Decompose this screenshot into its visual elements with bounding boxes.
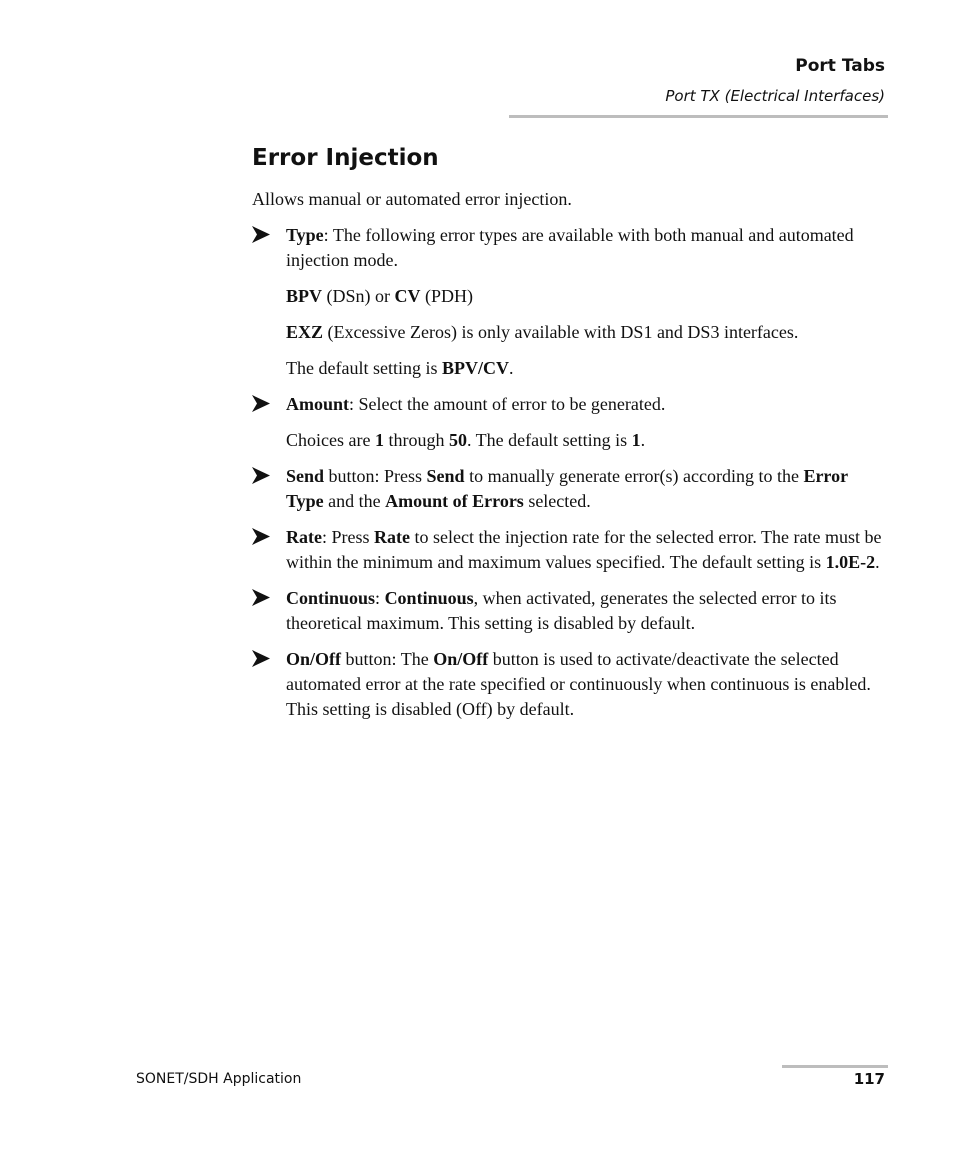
list-item-amount: [252, 392, 888, 453]
list-item-rate: [252, 525, 888, 575]
header-title: Port Tabs: [795, 56, 885, 76]
type-options: BPV (DSn) or CV (PDH): [286, 286, 473, 306]
amount-choices: Choices are 1 through 50. The default setting is 1.: [286, 430, 646, 450]
footer-divider: [782, 1065, 888, 1068]
header-subtitle: Port TX (Electrical Interfaces): [665, 87, 885, 105]
type-description: Type: The following error types are available with both manual and automated injection mode.: [286, 225, 854, 270]
rate-description: Rate: Press Rate to select the injection rate for the selected error. The rate must be within the minimum and maximum values specified. The default setting is 1.0E-2.: [286, 527, 882, 572]
footer-document-title: SONET/SDH Application: [136, 1071, 302, 1087]
page-number: 117: [853, 1070, 885, 1088]
arrowhead-bullet-icon: [252, 395, 270, 412]
send-description: Send button: Press Send to manually generate error(s) according to the Error Type and the Amount of Errors selected.: [286, 466, 848, 511]
section-title: Error Injection: [252, 145, 439, 171]
list-item-send: [252, 464, 888, 514]
section-intro: Allows manual or automated error injection.: [252, 189, 572, 209]
arrowhead-bullet-icon: [252, 467, 270, 484]
list-item-type: [252, 223, 888, 381]
onoff-description: On/Off button: The On/Off button is used to activate/deactivate the selected automated error at the rate specified or continuously when continuous is enabled. This setting is disabled (Off) by default.: [286, 649, 871, 719]
continuous-description: Continuous: Continuous, when activated, generates the selected error to its theoretical maximum. This setting is disabled by default.: [286, 588, 837, 633]
header-divider: [509, 115, 888, 118]
arrowhead-bullet-icon: [252, 650, 270, 667]
type-default: The default setting is BPV/CV.: [286, 358, 514, 378]
amount-description: Amount: Select the amount of error to be generated.: [286, 394, 666, 414]
arrowhead-bullet-icon: [252, 226, 270, 243]
arrowhead-bullet-icon: [252, 528, 270, 545]
type-exz-note: EXZ (Excessive Zeros) is only available with DS1 and DS3 interfaces.: [286, 322, 799, 342]
arrowhead-bullet-icon: [252, 589, 270, 606]
list-item-continuous: [252, 586, 888, 636]
section-content: [252, 187, 888, 733]
list-item-onoff: [252, 647, 888, 722]
